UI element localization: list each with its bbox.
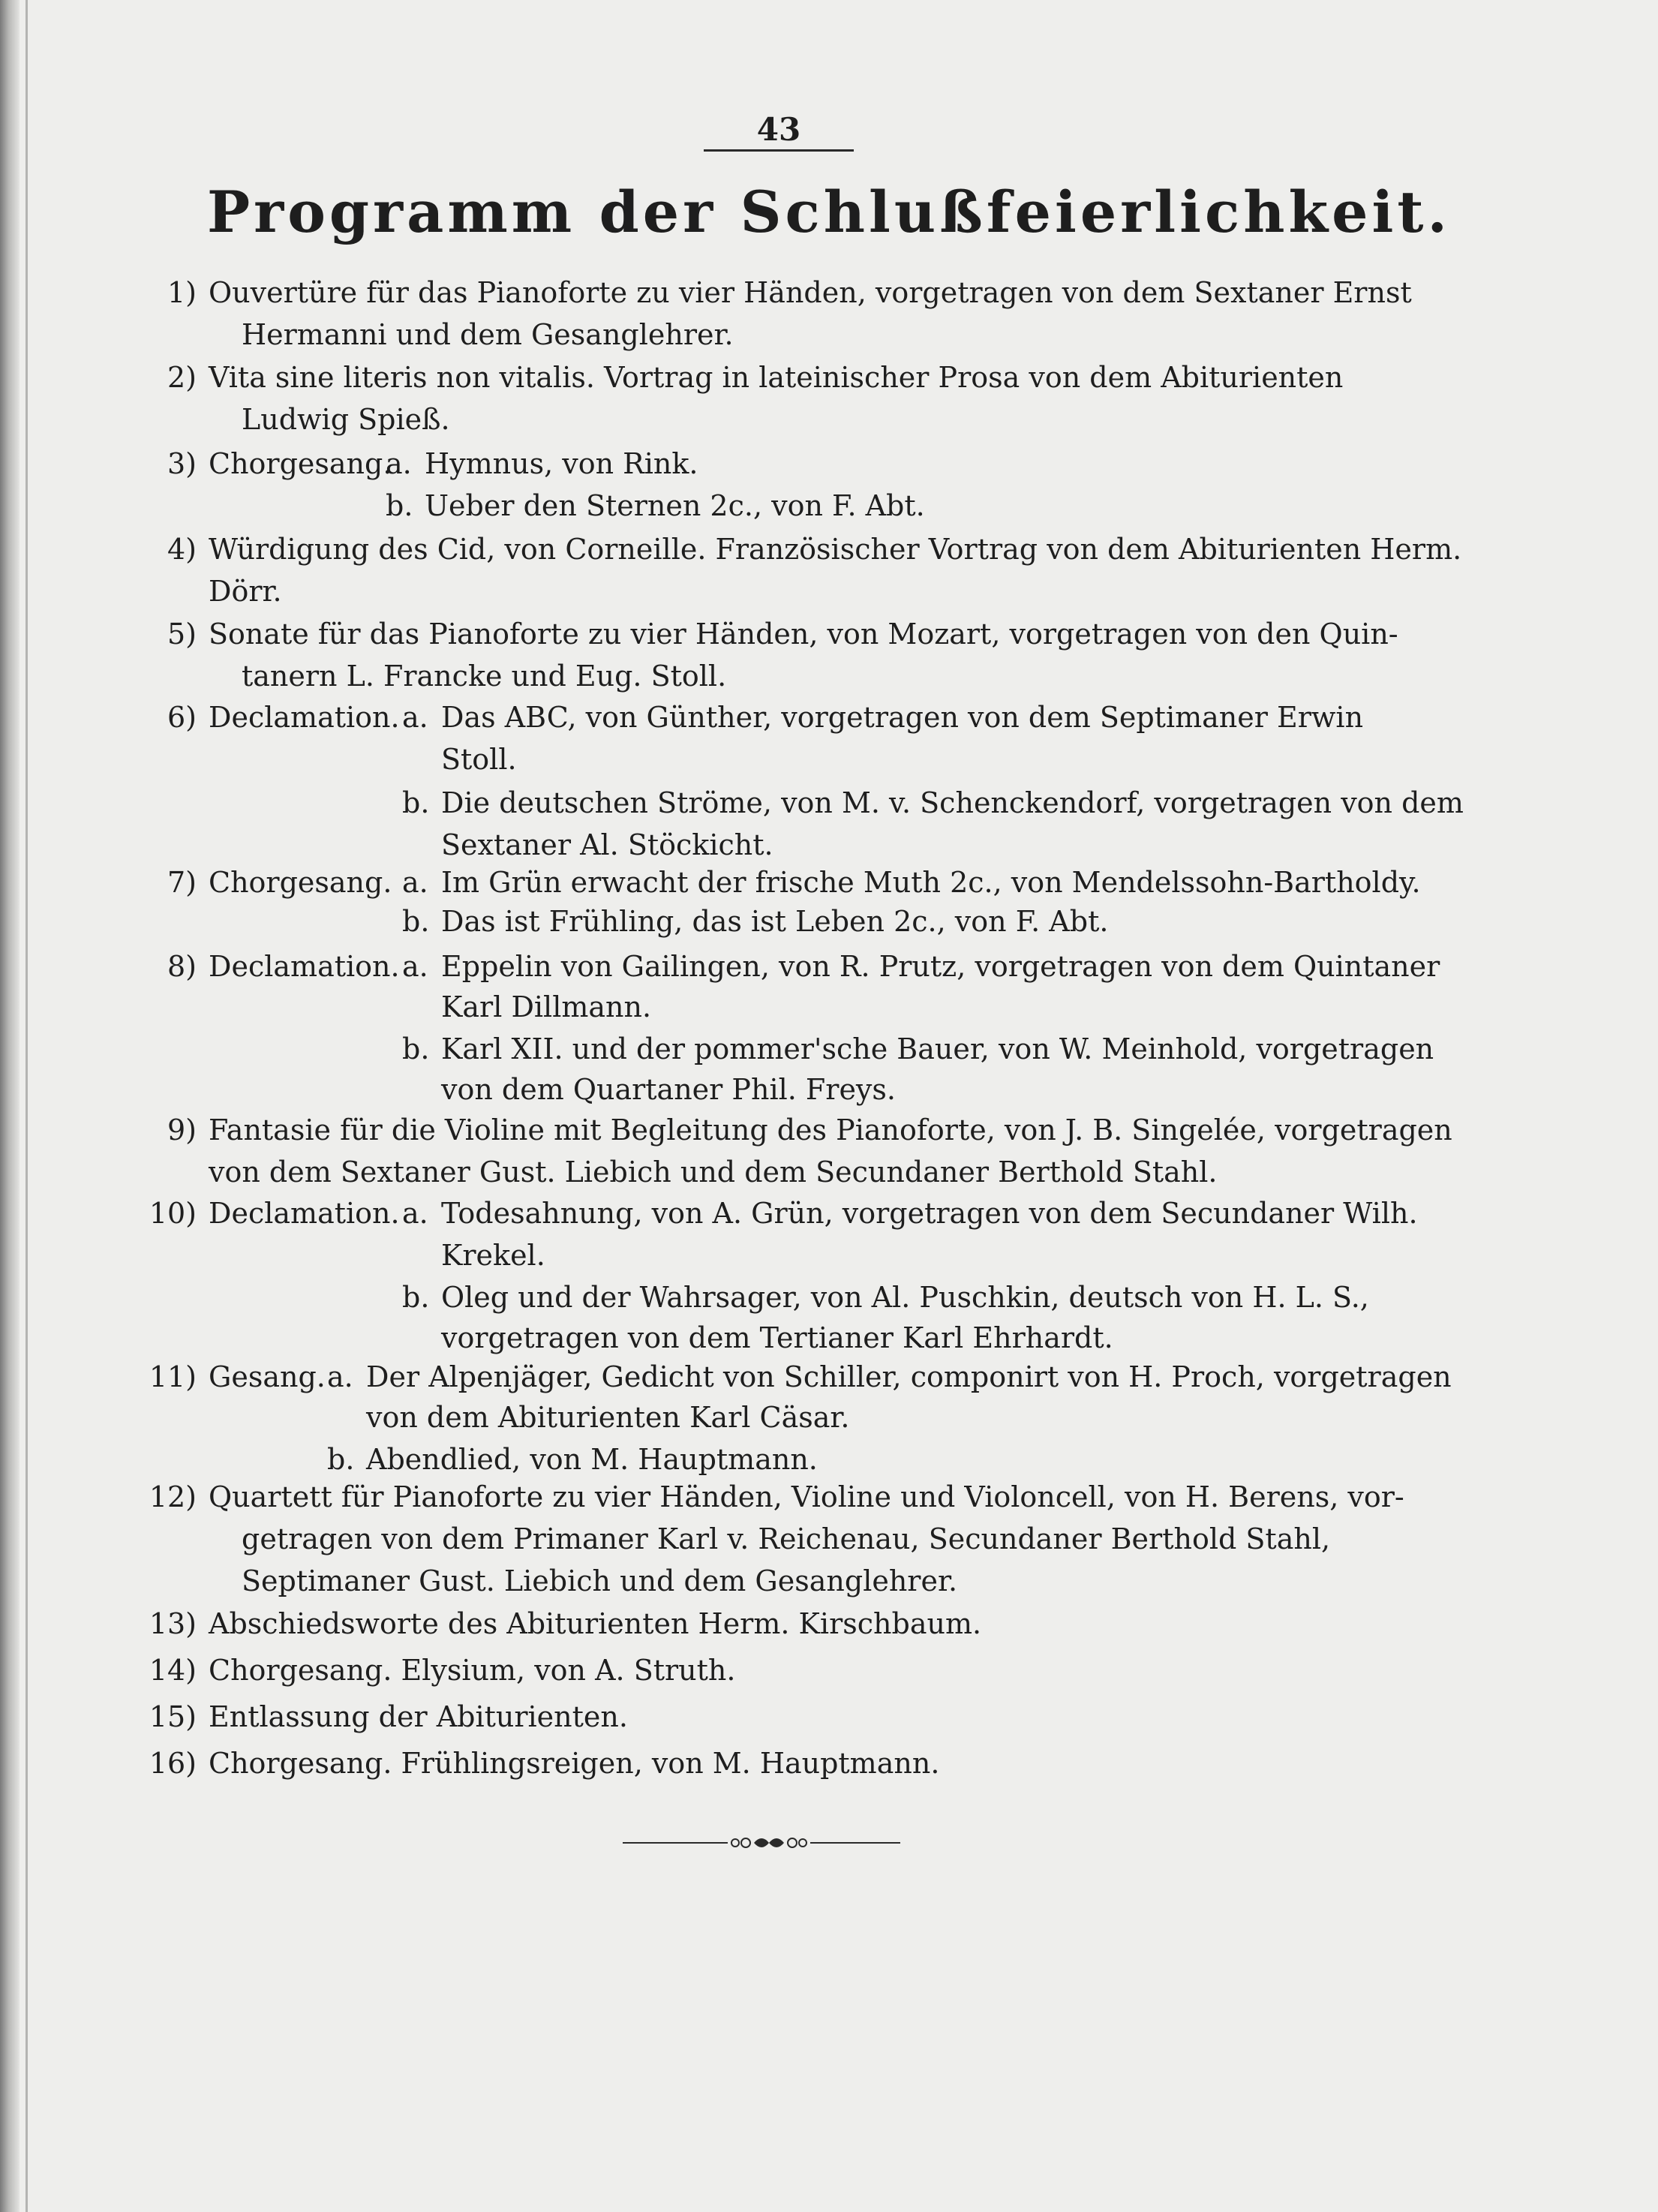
entry-number: 3) [167,447,197,480]
entry-line: Vita sine literis non vitalis. Vortrag in lateinischer Prosa von dem Abiturienten [209,361,1344,394]
entry-sub-letter: b. [402,786,430,819]
entry-sub-letter: a. [386,447,412,480]
entry-sub-letter: a. [402,1197,428,1230]
page-edge-shadow [0,0,20,2212]
entry-sub-text: Hymnus, von Rink. [425,447,698,480]
entry-sub-text: Abendlied, von M. Hauptmann. [366,1443,818,1476]
entry-line: Sonate für das Pianoforte zu vier Händen, von Mozart, vorgetragen von den Quin- [209,618,1398,651]
entry-number: 5) [167,618,197,651]
entry-number: 9) [167,1114,197,1147]
entry-sub-text: von dem Abiturienten Karl Cäsar. [366,1401,850,1434]
entry-sub-letter: b. [386,489,413,522]
entry-line: Würdigung des Cid, von Corneille. Französischer Vortrag von dem Abiturienten Herm. [209,533,1462,566]
entry-number: 4) [167,533,197,566]
entry-label: Declamation. [209,1197,400,1230]
entry-number: 15) [149,1700,197,1733]
entry-number: 12) [149,1480,197,1513]
entry-label: Chorgesang. [209,866,392,899]
entry-sub-text: Die deutschen Ströme, von M. v. Schenckendorf, vorgetragen von dem [441,786,1464,819]
entry-number: 11) [149,1360,197,1393]
entry-sub-text: Das ist Frühling, das ist Leben 2c., von F. Abt. [441,905,1109,938]
entry-line: tanern L. Francke und Eug. Stoll. [242,660,727,693]
entry-sub-text: Karl XII. und der pommer'sche Bauer, von W. Meinhold, vorgetragen [441,1032,1434,1065]
entry-text [209,613,1398,697]
entry-text [209,356,1394,440]
entry-sub-text: von dem Quartaner Phil. Freys. [441,1073,896,1106]
entry-sub-letter: a. [402,866,428,899]
page-number-rule [704,149,854,152]
entry-line: Hermanni und dem Gesanglehrer. [242,318,734,351]
entry-label: Gesang. [209,1360,326,1393]
entry-number: 8) [167,950,197,983]
entry-label: Declamation. [209,701,400,734]
entry-number: 14) [149,1654,197,1687]
entry-line: von dem Sextaner Gust. Liebich und dem Secundaner Berthold Stahl. [209,1156,1218,1189]
entry-text [209,1742,1394,1784]
entry-text [209,1649,1394,1691]
entry-sub-letter: a. [402,701,428,734]
entry-sub-text: Krekel. [441,1239,545,1272]
entry-text [209,1603,1394,1645]
page-edge-line [26,0,28,2212]
entry-text [209,272,1412,356]
entry-number: 6) [167,701,197,734]
entry-line: Ludwig Spieß. [242,403,450,436]
entry-line: getragen von dem Primaner Karl v. Reichenau, Secundaner Berthold Stahl, [242,1522,1331,1555]
entry-text [209,1109,1452,1193]
entry-line: Dörr. [209,575,282,608]
page-title: Programm der Schlußfeierlichkeit. [207,179,1451,245]
entry-sub-letter: a. [402,950,428,983]
closing-ornament [623,1828,900,1858]
entry-label: Chorgesang. [209,447,392,480]
entry-sub-text: Karl Dillmann. [441,990,652,1023]
entry-sub-text: Das ABC, von Günther, vorgetragen von dem Septimaner Erwin [441,701,1364,734]
entry-number: 1) [167,276,197,309]
entry-sub-text: Ueber den Sternen 2c., von F. Abt. [425,489,925,522]
entry-text [209,1476,1404,1602]
entry-line: Entlassung der Abiturienten. [209,1700,628,1733]
entry-number: 7) [167,866,197,899]
entry-line: Ouvertüre für das Pianoforte zu vier Händen, vorgetragen von dem Sextaner Ernst [209,276,1412,309]
entry-sub-letter: b. [402,1281,430,1314]
entry-sub-text: Sextaner Al. Stöckicht. [441,828,773,861]
entry-number: 2) [167,361,197,394]
entry-sub-letter: b. [402,1032,430,1065]
entry-line: Septimaner Gust. Liebich und dem Gesanglehrer. [242,1564,958,1597]
entry-line: Quartett für Pianoforte zu vier Händen, Violine und Violoncell, von H. Berens, vor- [209,1480,1404,1513]
entry-number: 10) [149,1197,197,1230]
entry-sub-letter: a. [327,1360,353,1393]
entry-sub-text: Der Alpenjäger, Gedicht von Schiller, componirt von H. Proch, vorgetragen [366,1360,1452,1393]
entry-label: Declamation. [209,950,400,983]
entry-sub-letter: b. [402,905,430,938]
entry-sub-text: Eppelin von Gailingen, von R. Prutz, vorgetragen von dem Quintaner [441,950,1440,983]
entry-sub-text: vorgetragen von dem Tertianer Karl Ehrhardt. [441,1321,1113,1354]
entry-text [209,528,1462,612]
entry-number: 13) [149,1607,197,1640]
entry-line: Abschiedsworte des Abiturienten Herm. Kirschbaum. [209,1607,982,1640]
entry-line: Chorgesang. Elysium, von A. Struth. [209,1654,736,1687]
entry-line: Chorgesang. Frühlingsreigen, von M. Hauptmann. [209,1747,940,1780]
entry-sub-text: Stoll. [441,743,517,776]
entry-text [209,1696,1394,1738]
entry-number: 16) [149,1747,197,1780]
entry-sub-text: Im Grün erwacht der frische Muth 2c., von Mendelssohn-Bartholdy. [441,866,1421,899]
entry-sub-letter: b. [327,1443,355,1476]
entry-sub-text: Todesahnung, von A. Grün, vorgetragen von dem Secundaner Wilh. [441,1197,1418,1230]
page-number: 43 [756,111,801,148]
entry-sub-text: Oleg und der Wahrsager, von Al. Puschkin, deutsch von H. L. S., [441,1281,1369,1314]
entry-line: Fantasie für die Violine mit Begleitung des Pianoforte, von J. B. Singelée, vorgetragen [209,1114,1452,1147]
